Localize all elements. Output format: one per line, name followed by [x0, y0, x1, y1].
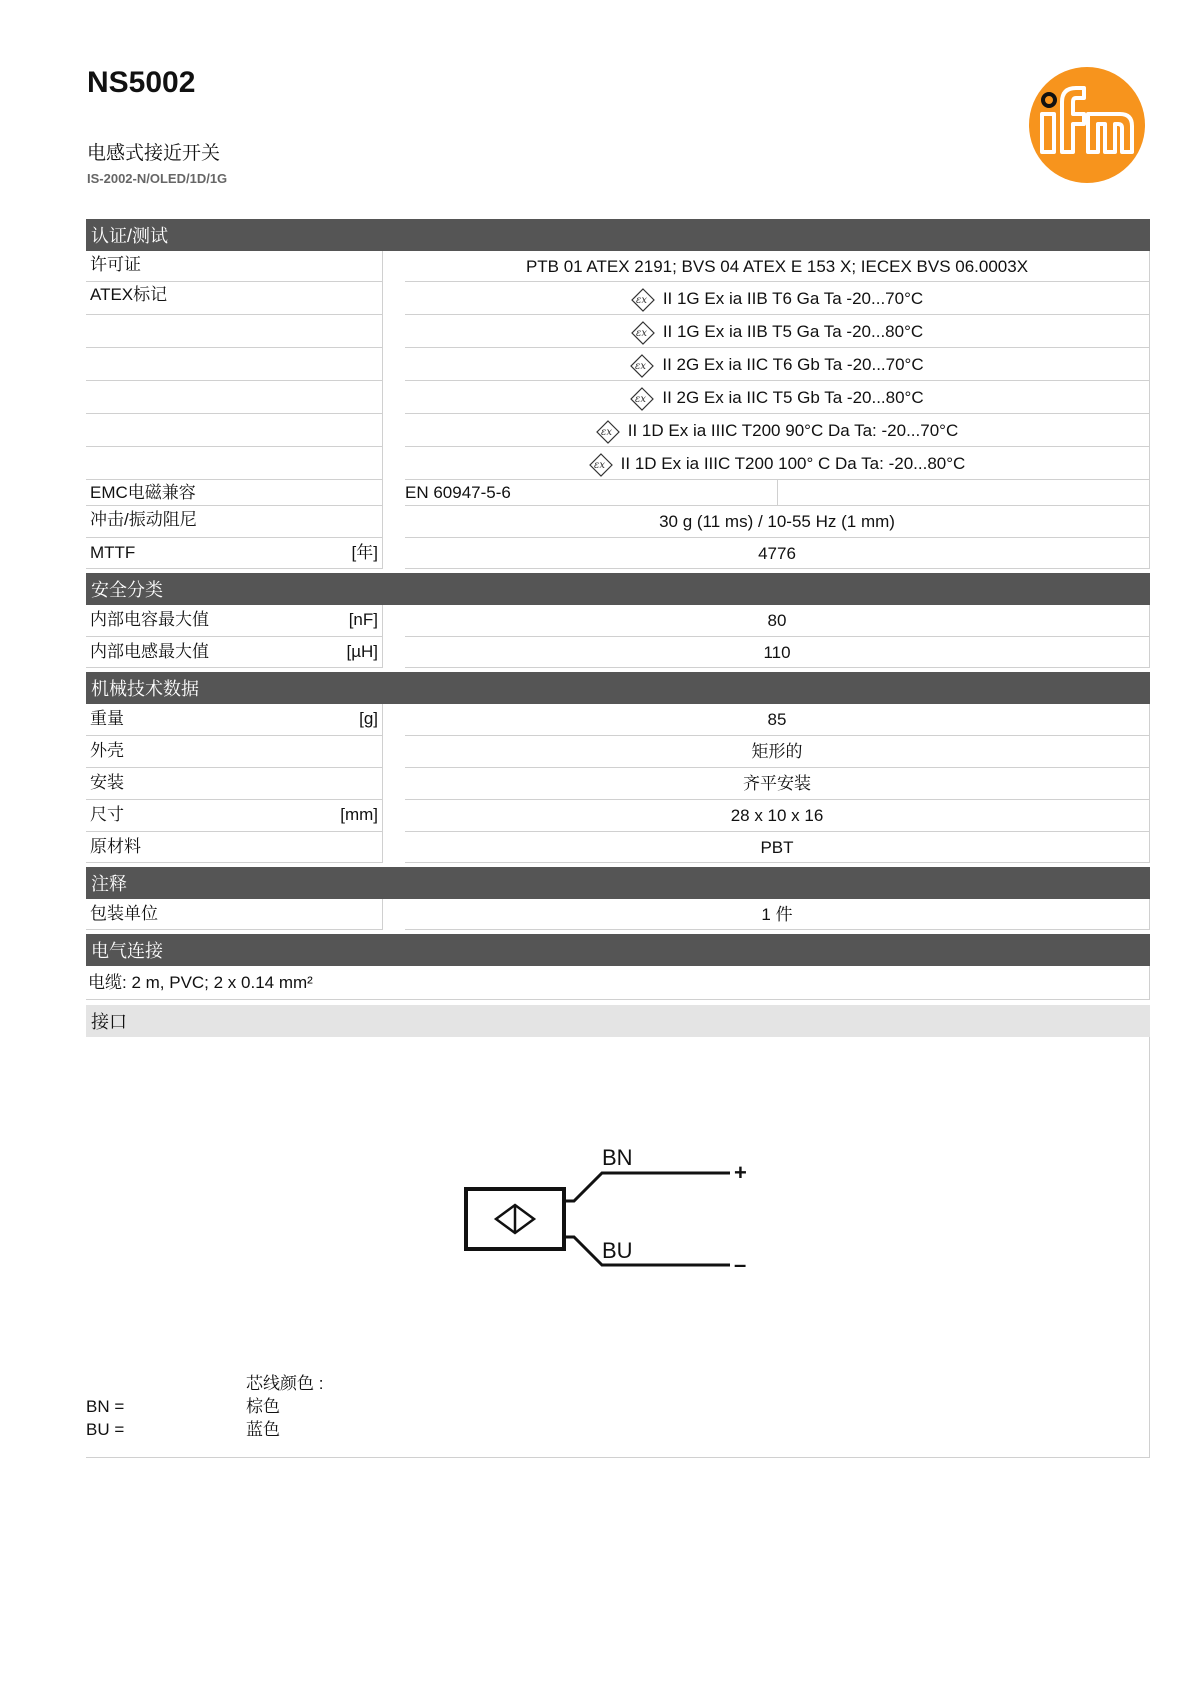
atex-marking-text: II 1G Ex ia IIB T5 Ga Ta -20...80°C: [662, 322, 924, 341]
legend-bn-code: BN =: [86, 1397, 125, 1416]
atex-marking-text: II 1G Ex ia IIB T6 Ga Ta -20...70°C: [662, 289, 924, 308]
atex-row: [86, 447, 1150, 480]
svg-text:εx: εx: [635, 327, 647, 339]
legend-bn-color: 棕色: [246, 1397, 280, 1416]
wire-bn: [564, 1173, 730, 1201]
ex-icon: [589, 453, 613, 477]
capacitance-label: [86, 605, 383, 637]
ex-icon: [630, 354, 654, 378]
inductance-row: [86, 637, 1150, 668]
mounting-row: [86, 768, 1150, 800]
atex-row: [86, 414, 1150, 447]
shock-value: 30 g (11 ms) / 10-55 Hz (1 mm): [405, 506, 1150, 538]
plus-terminal: +: [734, 1160, 747, 1185]
approvals-value: PTB 01 ATEX 2191; BVS 04 ATEX E 153 X; IECEX BVS 06.0003X: [405, 251, 1150, 282]
atex-marking-text: II 1D Ex ia IIIC T200 90°C Da Ta: -20...70°C: [627, 421, 959, 440]
atex-label-empty: [86, 414, 383, 447]
mttf-row: [86, 538, 1150, 569]
svg-text:εx: εx: [635, 294, 647, 306]
approvals-row: [86, 251, 1150, 282]
packaging-value: 1 件: [405, 899, 1150, 930]
approvals-label: 许可证: [86, 251, 383, 282]
svg-text:εx: εx: [635, 393, 647, 405]
material-row: [86, 832, 1150, 863]
emc-value: EN 60947-5-6: [405, 483, 511, 502]
wire-bn-label: BN: [602, 1145, 633, 1170]
mttf-value: 4776: [405, 538, 1150, 569]
ex-icon: [630, 387, 654, 411]
emc-row: [86, 480, 1150, 506]
mounting-label: 安装: [86, 768, 383, 800]
ex-icon: [631, 288, 655, 312]
atex-value: [405, 447, 1150, 480]
section-safety-header: 安全分类: [86, 573, 1150, 605]
weight-value: 85: [405, 704, 1150, 736]
weight-row: [86, 704, 1150, 736]
section-notes-header: 注释: [86, 867, 1150, 899]
ifm-logo: [1028, 66, 1146, 184]
material-label: 原材料: [86, 832, 383, 863]
atex-row: [86, 348, 1150, 381]
dimensions-row: [86, 800, 1150, 832]
housing-value: 矩形的: [405, 736, 1150, 768]
mounting-value: 齐平安装: [405, 768, 1150, 800]
mttf-unit: [年]: [351, 543, 378, 562]
atex-row: [86, 381, 1150, 414]
atex-row: [86, 315, 1150, 348]
dimensions-value: 28 x 10 x 16: [405, 800, 1150, 832]
shock-row: [86, 506, 1150, 538]
product-code: IS-2002-N/OLED/1D/1G: [87, 171, 228, 186]
emc-value-cell: [405, 480, 1150, 506]
dimensions-label-text: 尺寸: [90, 805, 124, 824]
svg-text:εx: εx: [593, 459, 605, 471]
mttf-label-text: MTTF: [90, 543, 136, 562]
emc-empty: [777, 480, 1150, 505]
dimensions-unit: [mm]: [340, 805, 378, 824]
atex-value: [405, 315, 1150, 348]
wire-bu: [564, 1237, 730, 1265]
atex-label-empty: [86, 315, 383, 348]
wiring-diagram: [462, 1137, 792, 1297]
cable-row: 电缆: 2 m, PVC; 2 x 0.14 mm²: [86, 966, 1150, 1000]
ex-icon: [631, 321, 655, 345]
capacitance-label-text: 内部电容最大值: [90, 610, 209, 629]
emc-label: EMC电磁兼容: [86, 480, 383, 506]
shock-label: 冲击/振动阻尼: [86, 506, 383, 538]
atex-label-empty: [86, 348, 383, 381]
datasheet: [86, 219, 1150, 1458]
atex-label-empty: [86, 447, 383, 480]
product-subtitle: 电感式接近开关: [87, 143, 221, 164]
interface-header: 接口: [86, 1005, 1150, 1037]
product-title: NS5002: [87, 66, 196, 99]
section-mechanical-header: 机械技术数据: [86, 672, 1150, 704]
inductance-unit: [µH]: [346, 642, 378, 661]
section-electrical-header: 电气连接: [86, 934, 1150, 966]
atex-value: [405, 381, 1150, 414]
atex-value: [405, 414, 1150, 447]
weight-unit: [g]: [359, 709, 378, 728]
atex-label-empty: [86, 381, 383, 414]
minus-terminal: –: [734, 1252, 747, 1277]
atex-label: ATEX标记: [86, 282, 383, 315]
wire-bu-label: BU: [602, 1238, 633, 1263]
weight-label-text: 重量: [90, 709, 124, 728]
dimensions-label: [86, 800, 383, 832]
housing-label: 外壳: [86, 736, 383, 768]
housing-row: [86, 736, 1150, 768]
inductance-value: 110: [405, 637, 1150, 668]
ex-icon: [596, 420, 620, 444]
inductance-label-text: 内部电感最大值: [90, 642, 209, 661]
packaging-row: [86, 899, 1150, 930]
capacitance-row: [86, 605, 1150, 637]
section-certification-header: 认证/测试: [86, 219, 1150, 251]
capacitance-unit: [nF]: [348, 610, 378, 629]
capacitance-value: 80: [405, 605, 1150, 637]
atex-marking-text: II 2G Ex ia IIC T6 Gb Ta -20...70°C: [662, 355, 924, 374]
weight-label: [86, 704, 383, 736]
packaging-label: 包装单位: [86, 899, 383, 930]
legend-bu-color: 蓝色: [246, 1420, 280, 1439]
mttf-label: [86, 538, 383, 569]
svg-text:εx: εx: [635, 360, 647, 372]
atex-value: [405, 282, 1150, 315]
atex-marking-text: II 2G Ex ia IIC T5 Gb Ta -20...80°C: [662, 388, 924, 407]
material-value: PBT: [405, 832, 1150, 863]
atex-list: [86, 282, 1150, 480]
svg-text:εx: εx: [600, 426, 612, 438]
atex-value: [405, 348, 1150, 381]
legend-title: 芯线颜色 :: [246, 1374, 324, 1393]
inductance-label: [86, 637, 383, 668]
legend-bu-code: BU =: [86, 1420, 125, 1439]
atex-row: [86, 282, 1150, 315]
atex-marking-text: II 1D Ex ia IIIC T200 100° C Da Ta: -20...80°C: [620, 454, 966, 473]
wiring-diagram-box: [86, 1037, 1150, 1458]
